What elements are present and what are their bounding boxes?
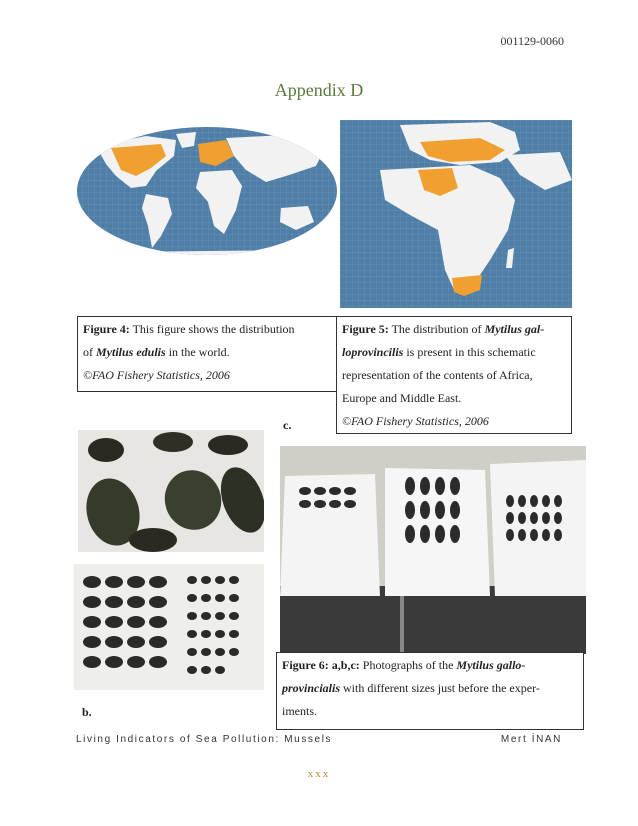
photo-label-c: c. [283, 418, 292, 432]
page-number: xxx [307, 768, 331, 780]
figure-5-label: Figure 5: [342, 322, 389, 336]
figure-5-text: is present in this schematic [403, 345, 536, 359]
footer-title: Living Indicators of Sea Pollution: Mussels [76, 734, 333, 745]
mussel-closeup-photo [78, 430, 264, 552]
figure-6-text: iments. [282, 704, 317, 718]
figure-4-text: of [83, 345, 96, 359]
mussel-grid-photo [74, 564, 264, 690]
figure-5-caption [336, 316, 572, 434]
figure-6-caption [276, 652, 584, 730]
figure-5-text: The distribution of [388, 322, 485, 336]
figure-4-label: Figure 4: [83, 322, 130, 336]
species-name: Mytilus edulis [96, 345, 166, 359]
species-name: Mytilus gal- [484, 322, 545, 336]
figure-6-text: with different sizes just before the exper- [340, 681, 540, 695]
figure-4-caption [77, 316, 339, 392]
species-name: Mytilus gallo- [456, 658, 526, 672]
figure-6-label: Figure 6: a,b,c: [282, 658, 360, 672]
page-title: Appendix D [274, 80, 364, 100]
species-name: provincialis [282, 681, 341, 695]
figure-4-text: in the world. [165, 345, 230, 359]
world-map-image [76, 126, 338, 256]
africa-europe-map-image [340, 120, 572, 308]
species-name: loprovincilis [342, 345, 404, 359]
figure-4-text: This figure shows the distribution [129, 322, 295, 336]
figure-5-text: Europe and Middle East. [342, 391, 462, 405]
figure-4-source: ©FAO Fishery Statistics, 2006 [83, 368, 230, 382]
photo-label-b: b. [82, 705, 92, 719]
document-id: 001129-0060 [500, 34, 564, 48]
figure-5-text: representation of the contents of Africa, [342, 368, 533, 382]
figure-6-text: Photographs of the [359, 658, 457, 672]
figure-5-source: ©FAO Fishery Statistics, 2006 [342, 414, 489, 428]
mussel-sizes-photo [280, 446, 586, 654]
footer-author: Mert İNAN [500, 734, 562, 745]
